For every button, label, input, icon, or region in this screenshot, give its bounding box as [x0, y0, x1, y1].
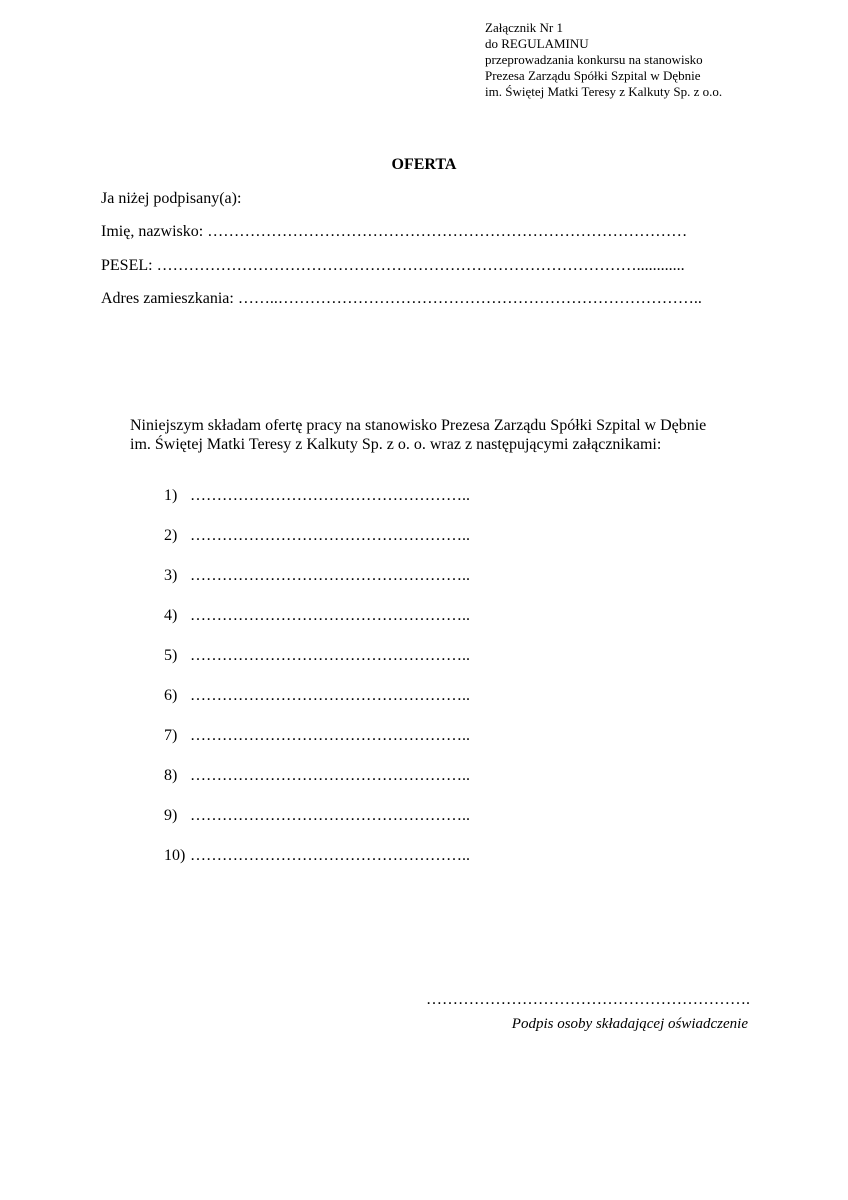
document-title: OFERTA [391, 156, 457, 173]
item-number: 2) [164, 527, 178, 544]
signature-label: Podpis osoby składającej oświadczenie [511, 1016, 748, 1032]
header-line: do REGULAMINU [485, 36, 589, 51]
item-input-line[interactable]: …………………………………………….. [190, 567, 470, 584]
list-item [164, 846, 470, 886]
item-input-line[interactable]: …………………………………………….. [190, 847, 470, 864]
address-field [101, 289, 702, 309]
list-item [164, 526, 470, 566]
item-number: 10) [164, 847, 186, 864]
item-input-line[interactable]: …………………………………………….. [190, 687, 470, 704]
offer-statement [130, 416, 770, 454]
item-input-line[interactable]: …………………………………………….. [190, 767, 470, 784]
list-item [164, 766, 470, 806]
item-input-line[interactable]: …………………………………………….. [190, 607, 470, 624]
header-line: przeprowadzania konkursu na stanowisko [485, 52, 703, 67]
intro-text: Ja niżej podpisany(a): [101, 190, 242, 207]
pesel-label: PESEL: [101, 257, 153, 274]
item-input-line[interactable]: …………………………………………….. [190, 487, 470, 504]
name-label: Imię, nazwisko: [101, 223, 204, 240]
list-item [164, 486, 470, 526]
statement-line-1: Niniejszym składam ofertę pracy na stanowisko Prezesa Zarządu Spółki Szpital w Dębnie [130, 417, 707, 434]
document-title-container [0, 156, 848, 174]
item-number: 4) [164, 607, 178, 624]
address-input-line[interactable]: ……..…………………………………………………………………….. [237, 290, 702, 307]
item-number: 5) [164, 647, 178, 664]
list-item [164, 646, 470, 686]
pesel-field [101, 256, 685, 276]
pesel-input-line[interactable]: ………………………………………………………………………………............ [156, 257, 685, 274]
item-input-line[interactable]: …………………………………………….. [190, 727, 470, 744]
list-item [164, 726, 470, 766]
item-input-line[interactable]: …………………………………………….. [190, 647, 470, 664]
attachments-list [164, 486, 470, 886]
item-number: 6) [164, 687, 178, 704]
header-line: im. Świętej Matki Teresy z Kalkuty Sp. z o.o. [485, 84, 723, 99]
list-item [164, 806, 470, 846]
item-number: 8) [164, 767, 178, 784]
attachment-header [485, 20, 722, 100]
signature-line[interactable]: ……………………………………………………. [426, 991, 750, 1008]
header-line: Załącznik Nr 1 [485, 20, 563, 35]
address-label: Adres zamieszkania: [101, 290, 234, 307]
list-item [164, 566, 470, 606]
header-line: Prezesa Zarządu Spółki Szpital w Dębnie [485, 68, 701, 83]
statement-line-2: im. Świętej Matki Teresy z Kalkuty Sp. z o. o. wraz z następującymi załącznikami: [130, 436, 662, 453]
item-input-line[interactable]: …………………………………………….. [190, 807, 470, 824]
item-number: 7) [164, 727, 178, 744]
list-item [164, 686, 470, 726]
item-number: 3) [164, 567, 178, 584]
name-field [101, 222, 687, 242]
item-number: 9) [164, 807, 178, 824]
list-item [164, 606, 470, 646]
item-number: 1) [164, 487, 178, 504]
name-input-line[interactable]: ……………………………………………………………………………… [207, 223, 688, 240]
item-input-line[interactable]: …………………………………………….. [190, 527, 470, 544]
